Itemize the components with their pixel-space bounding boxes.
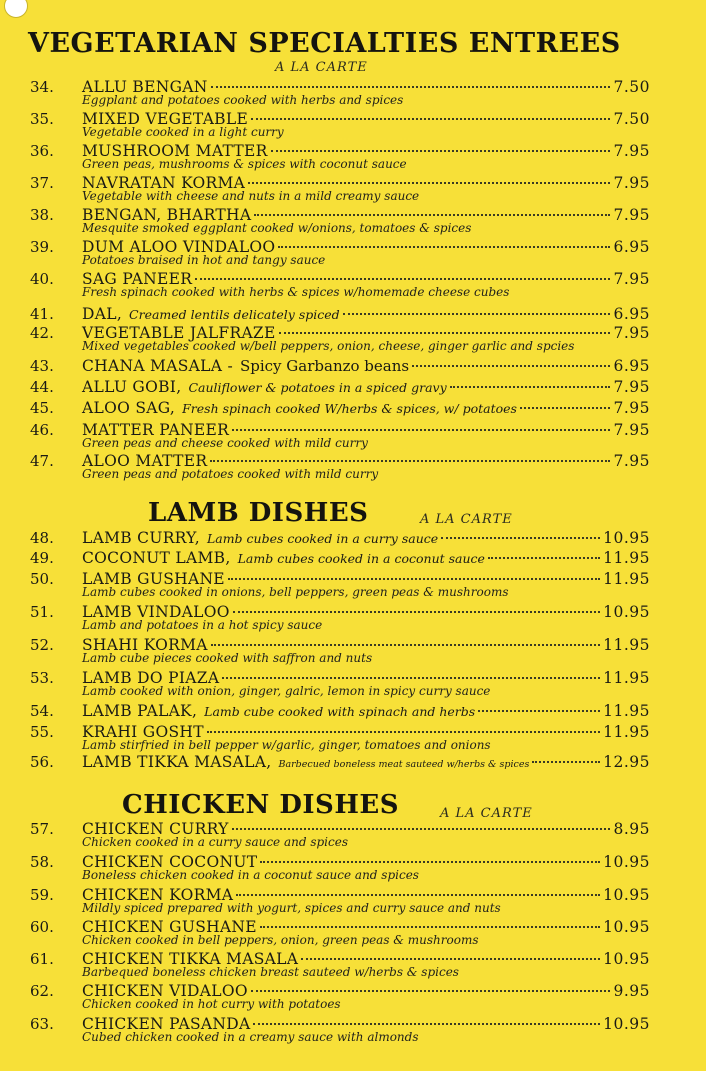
- item-inline-description: Lamb cubes cooked in a coconut sauce: [237, 551, 485, 566]
- menu-item: [30, 529, 650, 547]
- item-name: CHICKEN COCONUT: [82, 853, 258, 871]
- item-number: 45.: [30, 399, 54, 417]
- menu-item: [30, 357, 650, 375]
- item-name: MUSHROOM MATTER: [82, 142, 268, 160]
- item-price: 7.50: [613, 78, 650, 96]
- item-number: 38.: [30, 206, 54, 224]
- item-number: 46.: [30, 421, 54, 439]
- item-number: 50.: [30, 570, 54, 588]
- item-number: 41.: [30, 305, 54, 323]
- item-price: 6.95: [613, 305, 650, 323]
- menu-item: [30, 110, 650, 139]
- item-number: 55.: [30, 723, 54, 741]
- item-name: CHICKEN TIKKA MASALA: [82, 950, 299, 968]
- item-number: 62.: [30, 982, 54, 1000]
- item-name: ALLU GOBI,: [82, 378, 182, 396]
- dot-leader: [207, 731, 600, 733]
- item-name: LAMB VINDALOO: [82, 603, 230, 621]
- item-description: Green peas and potatoes cooked with mild curry: [82, 467, 379, 481]
- item-description: Chicken cooked in a curry sauce and spices: [82, 835, 349, 849]
- item-number: 53.: [30, 669, 54, 687]
- item-number: 47.: [30, 452, 54, 470]
- item-number: 59.: [30, 886, 54, 904]
- item-price: 10.95: [603, 918, 650, 936]
- item-number: 56.: [30, 753, 54, 771]
- item-price: 9.95: [613, 982, 650, 1000]
- item-name: BENGAN, BHARTHA: [82, 206, 252, 224]
- menu-item-row: [30, 399, 650, 417]
- item-price: 12.95: [603, 753, 650, 771]
- dot-leader: [222, 677, 600, 679]
- dot-leader: [236, 894, 600, 896]
- item-description: Mildly spiced prepared with yogurt, spices and curry sauce and nuts: [82, 901, 501, 915]
- dot-leader: [450, 386, 611, 388]
- item-price: 7.95: [613, 174, 650, 192]
- dot-leader: [253, 1023, 600, 1025]
- dot-leader: [210, 460, 610, 462]
- item-price: 10.95: [603, 603, 650, 621]
- item-number: 54.: [30, 702, 54, 720]
- section-subtitle-vegetarian: A LA CARTE: [275, 60, 368, 75]
- item-price: 7.95: [613, 206, 650, 224]
- item-number: 39.: [30, 238, 54, 256]
- item-name: CHICKEN CURRY: [82, 820, 229, 838]
- menu-item: [30, 669, 650, 698]
- menu-item: [30, 603, 650, 632]
- item-description: Lamb and potatoes in a hot spicy sauce: [82, 618, 323, 632]
- item-description: Eggplant and potatoes cooked with herbs and spices: [82, 93, 404, 107]
- section-subtitle-chicken: A LA CARTE: [440, 806, 533, 821]
- menu-item: [30, 305, 650, 323]
- menu-item-row: [30, 378, 650, 396]
- dot-leader: [278, 246, 610, 248]
- item-price: 10.95: [603, 529, 650, 547]
- item-number: 40.: [30, 270, 54, 288]
- item-number: 36.: [30, 142, 54, 160]
- item-price: 11.95: [603, 669, 650, 687]
- section-title-lamb: LAMB DISHES: [148, 498, 369, 528]
- menu-item: [30, 853, 650, 882]
- item-description: Mesquite smoked eggplant cooked w/onions, tomatoes & spices: [82, 221, 472, 235]
- item-name: LAMB DO PIAZA: [82, 669, 220, 687]
- menu-item: [30, 570, 650, 599]
- dot-leader: [211, 86, 611, 88]
- item-name: COCONUT LAMB,: [82, 549, 231, 567]
- item-name: LAMB CURRY,: [82, 529, 200, 547]
- dot-leader: [260, 926, 600, 928]
- menu-item: [30, 78, 650, 107]
- item-name: MIXED VEGETABLE: [82, 110, 249, 128]
- item-name: SAG PANEER: [82, 270, 193, 288]
- item-inline-description: Fresh spinach cooked W/herbs & spices, w/ potatoes: [182, 401, 517, 416]
- dot-leader: [412, 365, 610, 367]
- item-name: DUM ALOO VINDALOO: [82, 238, 276, 256]
- menu-item: [30, 549, 650, 567]
- item-name: CHICKEN VIDALOO: [82, 982, 248, 1000]
- item-price: 10.95: [603, 1015, 650, 1033]
- item-number: 42.: [30, 324, 54, 342]
- dot-leader: [279, 332, 611, 334]
- menu-item-row: [30, 753, 650, 771]
- item-description: Green peas, mushrooms & spices with coconut sauce: [82, 157, 407, 171]
- dot-leader: [248, 182, 610, 184]
- item-description: Lamb cooked with onion, ginger, galric, lemon in spicy curry sauce: [82, 684, 491, 698]
- item-inline-description: Barbecued boneless meat sauteed w/herbs & spices: [278, 759, 530, 770]
- item-number: 48.: [30, 529, 54, 547]
- dot-leader: [211, 644, 600, 646]
- dot-leader: [232, 828, 611, 830]
- item-price: 7.95: [613, 142, 650, 160]
- item-inline-description: Lamb cubes cooked in a curry sauce: [206, 531, 439, 546]
- menu-item-row: [30, 305, 650, 323]
- menu-item: [30, 324, 650, 353]
- item-name: CHANA MASALA -: [82, 357, 233, 375]
- item-number: 58.: [30, 853, 54, 871]
- binder-hole: [4, 0, 28, 18]
- item-name: CHICKEN GUSHANE: [82, 918, 257, 936]
- item-description: Vegetable with cheese and nuts in a mild creamy sauce: [82, 189, 420, 203]
- menu-item: [30, 723, 650, 752]
- dot-leader: [271, 150, 611, 152]
- item-inline-description: Lamb cube cooked with spinach and herbs: [204, 704, 476, 719]
- item-number: 44.: [30, 378, 54, 396]
- item-description: Lamb cubes cooked in onions, bell peppers, green peas & mushrooms: [82, 585, 509, 599]
- item-price: 11.95: [603, 702, 650, 720]
- item-price: 11.95: [603, 549, 650, 567]
- item-price: 11.95: [603, 570, 650, 588]
- item-price: 11.95: [603, 636, 650, 654]
- item-name: ALOO SAG,: [82, 399, 176, 417]
- menu-item: [30, 378, 650, 396]
- item-name: NAVRATAN KORMA: [82, 174, 246, 192]
- item-number: 51.: [30, 603, 54, 621]
- section-subtitle-lamb: A LA CARTE: [420, 512, 513, 527]
- menu-item: [30, 918, 650, 947]
- item-name: ALLU BENGAN: [82, 78, 208, 96]
- dot-leader: [232, 429, 610, 431]
- dot-leader: [441, 537, 600, 539]
- dot-leader: [233, 611, 600, 613]
- item-price: 7.95: [613, 324, 650, 342]
- item-number: 43.: [30, 357, 54, 375]
- menu-item: [30, 206, 650, 235]
- item-name: KRAHI GOSHT: [82, 723, 204, 741]
- item-number: 61.: [30, 950, 54, 968]
- menu-item: [30, 702, 650, 720]
- dot-leader: [478, 710, 600, 712]
- menu-item-row: [30, 702, 650, 720]
- menu-item: [30, 820, 650, 849]
- menu-item: [30, 399, 650, 417]
- menu-item: [30, 174, 650, 203]
- item-price: 7.50: [613, 110, 650, 128]
- dot-leader: [532, 761, 600, 763]
- item-inline-description: Cauliflower & potatoes in a spiced gravy: [188, 380, 447, 395]
- menu-item-row: [30, 549, 650, 567]
- dot-leader: [260, 861, 600, 863]
- item-price: 6.95: [613, 238, 650, 256]
- menu-item: [30, 950, 650, 979]
- item-inline-description: Creamed lentils delicately spiced: [129, 307, 340, 322]
- item-number: 52.: [30, 636, 54, 654]
- item-description: Cubed chicken cooked in a creamy sauce with almonds: [82, 1030, 419, 1044]
- item-description: Mixed vegetables cooked w/bell peppers, onion, cheese, ginger garlic and spcies: [82, 339, 575, 353]
- dot-leader: [254, 214, 610, 216]
- dot-leader: [228, 578, 600, 580]
- item-price: 11.95: [603, 723, 650, 741]
- item-description: Green peas and cheese cooked with mild curry: [82, 436, 368, 450]
- dot-leader: [488, 557, 600, 559]
- item-price: 10.95: [603, 950, 650, 968]
- item-price: 6.95: [613, 357, 650, 375]
- item-name: DAL,: [82, 305, 123, 323]
- menu-item: [30, 452, 650, 481]
- item-number: 60.: [30, 918, 54, 936]
- item-number: 63.: [30, 1015, 54, 1033]
- item-name: LAMB PALAK,: [82, 702, 198, 720]
- item-name: SHAHI KORMA: [82, 636, 208, 654]
- menu-item: [30, 636, 650, 665]
- item-description: Chicken cooked in bell peppers, onion, green peas & mushrooms: [82, 933, 479, 947]
- item-name: LAMB GUSHANE: [82, 570, 225, 588]
- item-description: Boneless chicken cooked in a coconut sauce and spices: [82, 868, 419, 882]
- section-title-chicken: CHICKEN DISHES: [122, 790, 399, 820]
- menu-item: [30, 421, 650, 450]
- dot-leader: [343, 313, 611, 315]
- item-name: CHICKEN KORMA: [82, 886, 234, 904]
- item-description: Lamb cube pieces cooked with saffron and nuts: [82, 651, 373, 665]
- item-number: 34.: [30, 78, 54, 96]
- menu-item: [30, 142, 650, 171]
- menu-item: [30, 886, 650, 915]
- item-price: 10.95: [603, 886, 650, 904]
- item-name: LAMB TIKKA MASALA,: [82, 753, 272, 771]
- item-name: VEGETABLE JALFRAZE: [82, 324, 276, 342]
- item-inline-description: Spicy Garbanzo beans: [239, 357, 410, 375]
- item-price: 8.95: [613, 820, 650, 838]
- menu-item: [30, 982, 650, 1011]
- item-price: 7.95: [613, 452, 650, 470]
- menu-item: [30, 270, 650, 299]
- item-name: MATTER PANEER: [82, 421, 230, 439]
- item-price: 7.95: [613, 270, 650, 288]
- item-name: CHICKEN PASANDA: [82, 1015, 251, 1033]
- item-name: ALOO MATTER: [82, 452, 208, 470]
- menu-item: [30, 238, 650, 267]
- section-title-vegetarian: VEGETARIAN SPECIALTIES ENTREES: [28, 28, 621, 59]
- item-price: 7.95: [613, 399, 650, 417]
- item-price: 7.95: [613, 421, 650, 439]
- menu-item-row: [30, 529, 650, 547]
- item-number: 49.: [30, 549, 54, 567]
- item-description: Barbequed boneless chicken breast sauteed w/herbs & spices: [82, 965, 459, 979]
- item-number: 37.: [30, 174, 54, 192]
- item-description: Lamb stirfried in bell pepper w/garlic, ginger, tomatoes and onions: [82, 738, 491, 752]
- dot-leader: [301, 958, 600, 960]
- dot-leader: [520, 407, 611, 409]
- item-description: Fresh spinach cooked with herbs & spices w/homemade cheese cubes: [82, 285, 510, 299]
- item-number: 57.: [30, 820, 54, 838]
- menu-item-row: [30, 357, 650, 375]
- item-description: Vegetable cooked in a light curry: [82, 125, 284, 139]
- menu-item: [30, 1015, 650, 1044]
- dot-leader: [251, 118, 610, 120]
- dot-leader: [251, 990, 611, 992]
- item-price: 7.95: [613, 378, 650, 396]
- menu-item: [30, 753, 650, 771]
- item-number: 35.: [30, 110, 54, 128]
- item-description: Chicken cooked in hot curry with potatoes: [82, 997, 341, 1011]
- dot-leader: [195, 278, 610, 280]
- item-description: Potatoes braised in hot and tangy sauce: [82, 253, 326, 267]
- item-price: 10.95: [603, 853, 650, 871]
